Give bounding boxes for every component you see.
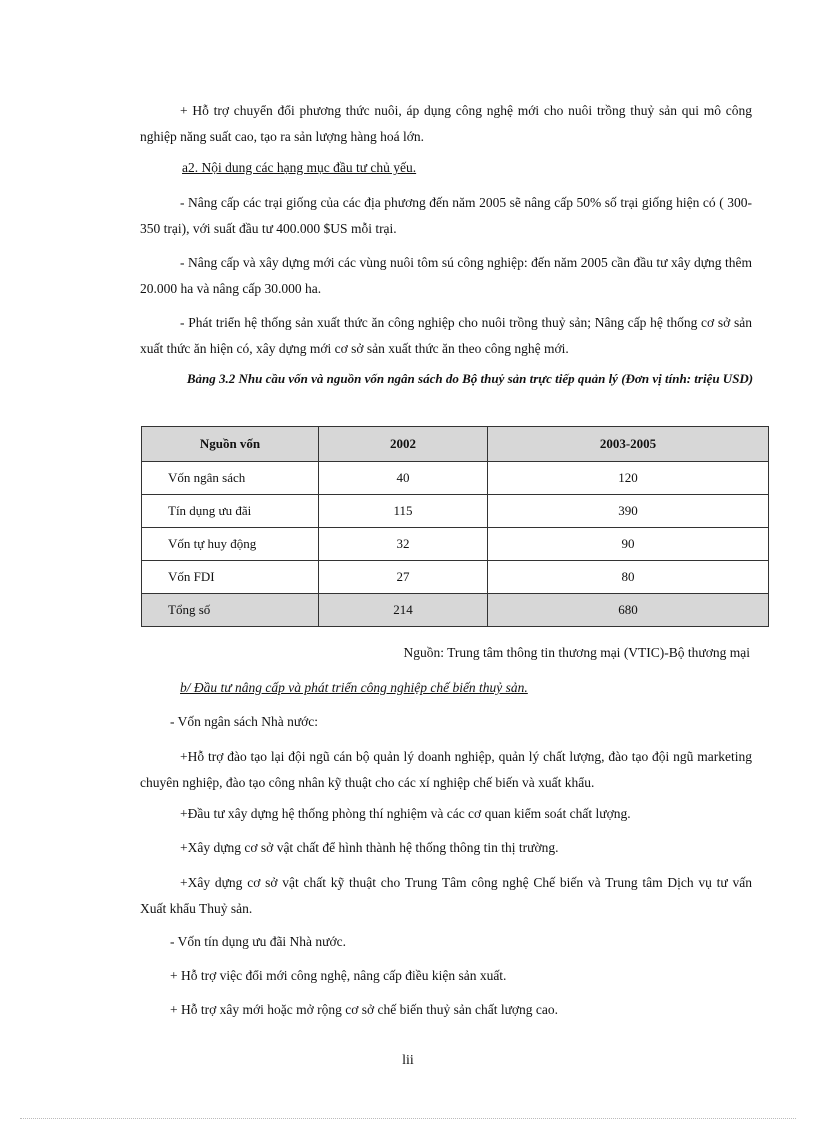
row-label: Vốn ngân sách xyxy=(142,462,319,495)
table-source: Nguồn: Trung tâm thông tin thương mại (VTIC)-Bộ thương mại xyxy=(403,645,750,660)
capital-needs-table xyxy=(141,426,769,627)
row-value-2003-2005: 90 xyxy=(488,528,769,561)
paragraph-hatchery-upgrade: - Nâng cấp các trại giống của các địa phương đến năm 2005 sẽ nâng cấp 50% số trại giống hiện có ( 300-350 trại), với suất đầu tư 400.000 $US mỗi trại. xyxy=(140,195,752,236)
row-value-2002: 40 xyxy=(319,462,488,495)
table-header-row xyxy=(142,427,769,462)
table-row xyxy=(142,462,769,495)
row-value-2003-2005: 390 xyxy=(488,495,769,528)
row-value-2002: 115 xyxy=(319,495,488,528)
page-number: lii xyxy=(402,1053,414,1068)
table-row xyxy=(142,528,769,561)
header-2003-2005: 2003-2005 xyxy=(488,427,769,462)
row-value-2003-2005: 120 xyxy=(488,462,769,495)
credit-item-technology: + Hỗ trợ việc đổi mới công nghệ, nâng cấp điều kiện sản xuất. xyxy=(170,968,507,983)
table-caption: Bảng 3.2 Nhu cầu vốn và nguồn vốn ngân sách do Bộ thuỷ sản trực tiếp quản lý (Đơn vị tính: triệu USD) xyxy=(186,371,754,386)
row-label: Tổng số xyxy=(142,594,319,627)
row-value-2002: 27 xyxy=(319,561,488,594)
row-label: Tín dụng ưu đãi xyxy=(142,495,319,528)
paragraph-feed-production: - Phát triển hệ thống sản xuất thức ăn công nghiệp cho nuôi trồng thuỷ sản; Nâng cấp hệ thống cơ sở sản xuất thức ăn hiện có, xây dựng mới cơ sở sản xuất thức ăn theo công nghệ mới. xyxy=(140,315,752,356)
row-value-2003-2005: 680 xyxy=(488,594,769,627)
table-row xyxy=(142,561,769,594)
row-label: Vốn FDI xyxy=(142,561,319,594)
budget-capital-title: - Vốn ngân sách Nhà nước: xyxy=(170,714,319,729)
budget-item-laboratories: +Đầu tư xây dựng hệ thống phòng thí nghiệm và các cơ quan kiểm soát chất lượng. xyxy=(180,806,631,821)
row-value-2003-2005: 80 xyxy=(488,561,769,594)
row-label: Vốn tự huy động xyxy=(142,528,319,561)
credit-item-facilities: + Hỗ trợ xây mới hoặc mở rộng cơ sở chế biến thuỷ sản chất lượng cao. xyxy=(170,1002,559,1017)
budget-item-training: +Hỗ trợ đào tạo lại đội ngũ cán bộ quản lý doanh nghiệp, quản lý chất lượng, đào tạo đội ngũ marketing chuyên nghiệp, đào tạo công nhân kỹ thuật cho các xí nghiệp chế biến và xuất khẩu. xyxy=(140,749,752,790)
row-value-2002: 214 xyxy=(319,594,488,627)
paragraph-shrimp-farming: - Nâng cấp và xây dựng mới các vùng nuôi tôm sú công nghiệp: đến năm 2005 cần đầu tư xây dựng thêm 20.000 ha và nâng cấp 30.000 ha. xyxy=(140,255,752,296)
row-value-2002: 32 xyxy=(319,528,488,561)
budget-item-processing-center: +Xây dựng cơ sở vật chất kỹ thuật cho Trung Tâm công nghệ Chế biến và Trung tâm Dịch vụ tư vấn Xuất khẩu Thuỷ sản. xyxy=(140,875,752,916)
section-a2-heading: a2. Nội dung các hạng mục đầu tư chủ yếu. xyxy=(182,160,417,175)
section-b-heading: b/ Đầu tư nâng cấp và phát triển công nghiệp chế biến thuỷ sản. xyxy=(180,680,528,695)
header-capital-source: Nguồn vốn xyxy=(142,427,319,462)
paragraph-support-conversion: + Hỗ trợ chuyển đổi phương thức nuôi, áp dụng công nghệ mới cho nuôi trồng thuỷ sản qui mô công nghiệp năng suất cao, tạo ra sản lượng hàng hoá lớn. xyxy=(140,103,752,144)
page-bottom-divider xyxy=(20,1118,796,1119)
table-total-row xyxy=(142,594,769,627)
table-row xyxy=(142,495,769,528)
budget-item-market-info: +Xây dựng cơ sở vật chất để hình thành hệ thống thông tin thị trường. xyxy=(180,840,559,855)
credit-capital-title: - Vốn tín dụng ưu đãi Nhà nước. xyxy=(170,934,347,949)
header-2002: 2002 xyxy=(319,427,488,462)
